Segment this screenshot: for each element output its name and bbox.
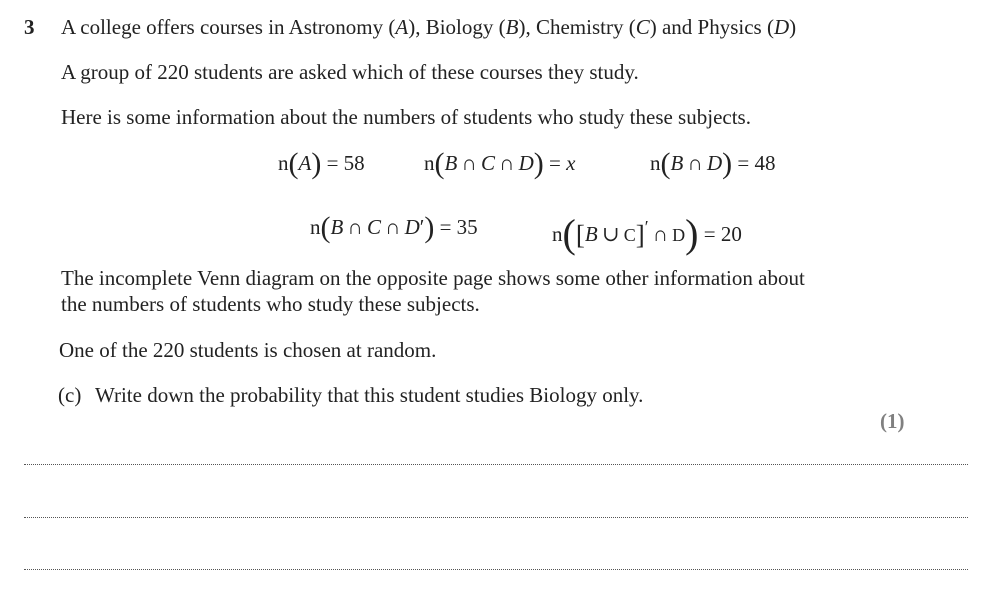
venn-line-1: The incomplete Venn diagram on the opposite page shows some other information about (61, 266, 805, 290)
eq2-rhs-prefix: = (548, 151, 567, 175)
marks-label: (1) (880, 409, 905, 433)
intro-set-b: B (505, 15, 519, 39)
eq3-rhs: = 48 (737, 151, 776, 175)
equation-n-bd: n(B ∩ D) = 48 (650, 147, 776, 180)
eq5-set-3: D (672, 225, 686, 245)
eq4-op-1: ∩ (347, 215, 363, 239)
eq2-op-1: ∩ (461, 151, 477, 175)
intro-sep-3: ) and Physics ( (649, 15, 774, 39)
eq5-set-2: C (623, 225, 636, 245)
eq2-op-2: ∩ (499, 151, 515, 175)
eq2-set-1: B (444, 151, 458, 175)
part-c-label: (c) (58, 383, 82, 407)
intro-set-c: C (635, 15, 650, 39)
eq5-op-2: ∩ (652, 222, 668, 246)
intro-suffix: ) (789, 15, 797, 39)
eq5-n: n (552, 222, 563, 246)
eq4-n: n (310, 215, 321, 239)
intro-line (61, 14, 796, 40)
eq4-prime: ′ (419, 215, 425, 239)
answer-line-1[interactable] (24, 464, 968, 465)
venn-line-2: the numbers of students who study these subjects. (61, 292, 480, 316)
eq3-n: n (650, 151, 661, 175)
equation-n-not-bc-d: n([B ∪ C]′ ∩ D) = 20 (552, 211, 742, 256)
equation-n-bcd: n(B ∩ C ∩ D) = x (424, 147, 576, 180)
answer-line-3[interactable] (24, 569, 968, 570)
intro-prefix: A college offers courses in Astronomy ( (61, 15, 396, 39)
intro-sep-1: ), Biology ( (408, 15, 506, 39)
eq1-n: n (278, 151, 289, 175)
eq4-op-2: ∩ (385, 215, 401, 239)
eq4-rhs: = 35 (439, 215, 478, 239)
eq4-set-1: B (330, 215, 344, 239)
equation-n-a: n(A) = 58 (278, 147, 365, 180)
intro-sep-2: ), Chemistry ( (518, 15, 636, 39)
eq5-rhs: = 20 (703, 222, 742, 246)
eq3-op-1: ∩ (687, 151, 703, 175)
eq5-prime: ′ (644, 217, 649, 237)
eq2-set-2: C (480, 151, 495, 175)
eq4-set-3: D (404, 215, 420, 239)
eq4-set-2: C (366, 215, 381, 239)
intro-set-a: A (395, 15, 409, 39)
question-number: 3 (24, 15, 35, 39)
eq1-rhs: = 58 (326, 151, 365, 175)
eq3-set-1: B (670, 151, 684, 175)
eq5-op-1: ∪ (601, 222, 620, 246)
group-line: A group of 220 students are asked which of these courses they study. (61, 60, 639, 84)
eq2-rhs-var: x (566, 151, 576, 175)
info-line: Here is some information about the numbers of students who study these subjects. (61, 105, 751, 129)
eq3-set-2: D (706, 151, 723, 175)
eq1-set: A (298, 151, 312, 175)
eq5-set-1: B (584, 222, 598, 246)
random-line: One of the 220 students is chosen at random. (59, 338, 437, 362)
eq2-n: n (424, 151, 435, 175)
eq2-set-3: D (518, 151, 534, 175)
part-c-text: Write down the probability that this student studies Biology only. (95, 383, 644, 407)
equation-n-bc-not-d: n(B ∩ C ∩ D′) = 35 (310, 211, 478, 244)
answer-line-2[interactable] (24, 517, 968, 518)
intro-set-d: D (773, 15, 790, 39)
